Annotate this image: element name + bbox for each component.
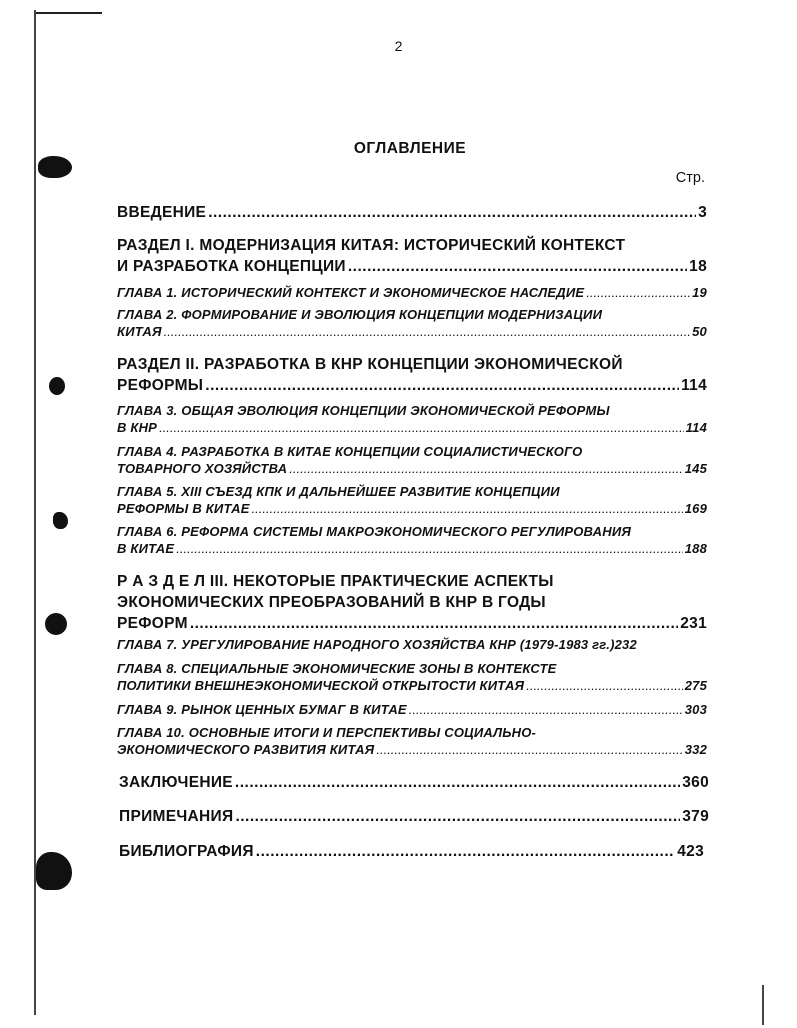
toc-entry-intro[interactable]: [117, 202, 707, 223]
toc-entry-chapter-1[interactable]: [117, 284, 707, 301]
toc-entry-section-2[interactable]: [117, 354, 707, 396]
page-number: 2: [394, 38, 403, 54]
entry-page: 303: [684, 702, 707, 717]
scan-right-edge: [762, 985, 764, 1025]
entry-title-cont: РЕФОРМ: [117, 615, 188, 632]
entry-page: 114: [681, 377, 707, 394]
entry-page: 145: [684, 461, 707, 476]
entry-title: ГЛАВА 7. УРЕГУЛИРОВАНИЕ НАРОДНОГО ХОЗЯЙСТВА КНР (1979-1983 гг.): [117, 637, 615, 652]
entry-title: Р А З Д Е Л III. НЕКОТОРЫЕ ПРАКТИЧЕСКИЕ АСПЕКТЫ: [117, 573, 554, 590]
entry-page: 360: [682, 774, 709, 791]
entry-title-cont: ТОВАРНОГО ХОЗЯЙСТВА: [117, 461, 288, 476]
toc-entry-notes[interactable]: [119, 806, 709, 827]
leader-dots: [235, 772, 680, 793]
leader-dots: [409, 701, 683, 718]
leader-dots: [348, 256, 687, 277]
entry-title: ВВЕДЕНИЕ: [117, 204, 207, 221]
entry-title: ГЛАВА 10. ОСНОВНЫЕ ИТОГИ И ПЕРСПЕКТИВЫ СОЦИАЛЬНО-: [117, 725, 537, 740]
entry-title-cont: КИТАЯ: [117, 324, 162, 339]
toc-entry-chapter-9[interactable]: [117, 701, 707, 718]
leader-dots: [164, 323, 690, 340]
punch-hole-3: [53, 512, 68, 529]
leader-dots: [586, 284, 690, 301]
toc-entry-chapter-2[interactable]: [117, 306, 707, 340]
punch-hole-5: [36, 852, 72, 890]
entry-page: 169: [684, 501, 707, 516]
entry-title-cont: И РАЗРАБОТКА КОНЦЕПЦИИ: [117, 258, 346, 275]
scan-top-edge: [36, 12, 102, 14]
entry-page: 379: [682, 808, 709, 825]
leader-dots: [376, 741, 682, 758]
toc-entry-chapter-6[interactable]: [117, 523, 707, 557]
toc-entry-chapter-7[interactable]: [117, 636, 717, 653]
entry-title-cont: РЕФОРМЫ: [117, 377, 204, 394]
leader-dots: [256, 841, 675, 862]
toc-entry-conclusion[interactable]: [119, 772, 709, 793]
entry-title: БИБЛИОГРАФИЯ: [119, 843, 254, 860]
entry-title-cont: В КИТАЕ: [117, 541, 175, 556]
toc-entry-bibliography[interactable]: [119, 841, 704, 862]
toc-entry-chapter-5[interactable]: [117, 483, 707, 517]
leader-dots: [289, 460, 682, 477]
entry-title-cont: ЭКОНОМИЧЕСКОГО РАЗВИТИЯ КИТАЯ: [117, 742, 375, 757]
entry-page: 18: [689, 258, 707, 275]
entry-page: 114: [685, 420, 707, 435]
entry-title-cont: ЭКОНОМИЧЕСКИХ ПРЕОБРАЗОВАНИЙ В КНР В ГОДЫ: [117, 594, 546, 611]
leader-dots: [235, 806, 680, 827]
leader-dots: [526, 677, 682, 694]
toc-entry-chapter-10[interactable]: [117, 724, 707, 758]
entry-page: 19: [692, 285, 707, 300]
entry-title-cont: РЕФОРМЫ В КИТАЕ: [117, 501, 250, 516]
leader-dots: [176, 540, 682, 557]
entry-page: 50: [692, 324, 707, 339]
entry-page: 3: [698, 204, 707, 221]
entry-title: РАЗДЕЛ II. РАЗРАБОТКА В КНР КОНЦЕПЦИИ ЭКОНОМИЧЕСКОЙ: [117, 356, 623, 373]
punch-hole-4: [45, 613, 67, 635]
entry-title: ГЛАВА 5. XIII СЪЕЗД КПК И ДАЛЬНЕЙШЕЕ РАЗВИТИЕ КОНЦЕПЦИИ: [117, 484, 560, 499]
entry-title: ГЛАВА 4. РАЗРАБОТКА В КИТАЕ КОНЦЕПЦИИ СОЦИАЛИСТИЧЕСКОГО: [117, 444, 583, 459]
entry-title: ЗАКЛЮЧЕНИЕ: [119, 774, 233, 791]
toc-entry-section-3[interactable]: [117, 571, 707, 634]
toc-entry-section-1[interactable]: [117, 235, 707, 277]
leader-dots: [205, 375, 679, 396]
toc-entry-chapter-3[interactable]: [117, 402, 707, 436]
entry-title-cont: ПОЛИТИКИ ВНЕШНЕЭКОНОМИЧЕСКОЙ ОТКРЫТОСТИ КИТАЯ: [117, 678, 525, 693]
entry-page: 231: [680, 615, 707, 632]
entry-title: ГЛАВА 6. РЕФОРМА СИСТЕМЫ МАКРОЭКОНОМИЧЕСКОГО РЕГУЛИРОВАНИЯ: [117, 524, 632, 539]
leader-dots: [159, 419, 684, 436]
entry-title: РАЗДЕЛ I. МОДЕРНИЗАЦИЯ КИТАЯ: ИСТОРИЧЕСКИЙ КОНТЕКСТ: [117, 237, 626, 254]
entry-title: ГЛАВА 3. ОБЩАЯ ЭВОЛЮЦИЯ КОНЦЕПЦИИ ЭКОНОМИЧЕСКОЙ РЕФОРМЫ: [117, 403, 610, 418]
leader-dots: [252, 500, 683, 517]
entry-page: 275: [684, 678, 707, 693]
entry-title: ГЛАВА 8. СПЕЦИАЛЬНЫЕ ЭКОНОМИЧЕСКИЕ ЗОНЫ В КОНТЕКСТЕ: [117, 661, 557, 676]
toc-entry-chapter-4[interactable]: [117, 443, 707, 477]
pages-column-label: Стр.: [675, 170, 705, 186]
entry-page: 423: [677, 843, 704, 860]
entry-title: ГЛАВА 9. РЫНОК ЦЕННЫХ БУМАГ В КИТАЕ: [117, 702, 407, 717]
leader-dots: [190, 613, 678, 634]
punch-hole-2: [49, 377, 65, 395]
entry-page: 332: [684, 742, 707, 757]
entry-title: ГЛАВА 2. ФОРМИРОВАНИЕ И ЭВОЛЮЦИЯ КОНЦЕПЦИИ МОДЕРНИЗАЦИИ: [117, 307, 603, 322]
entry-page: 232: [614, 637, 637, 652]
leader-dots: [208, 202, 696, 223]
toc-title: ОГЛАВЛЕНИЕ: [353, 140, 467, 157]
punch-hole-1: [38, 156, 72, 178]
entry-title: ГЛАВА 1. ИСТОРИЧЕСКИЙ КОНТЕКСТ И ЭКОНОМИЧЕСКОЕ НАСЛЕДИЕ: [117, 285, 585, 300]
entry-title-cont: В КНР: [117, 420, 158, 435]
toc-entry-chapter-8[interactable]: [117, 660, 707, 694]
entry-page: 188: [684, 541, 707, 556]
entry-title: ПРИМЕЧАНИЯ: [119, 808, 234, 825]
